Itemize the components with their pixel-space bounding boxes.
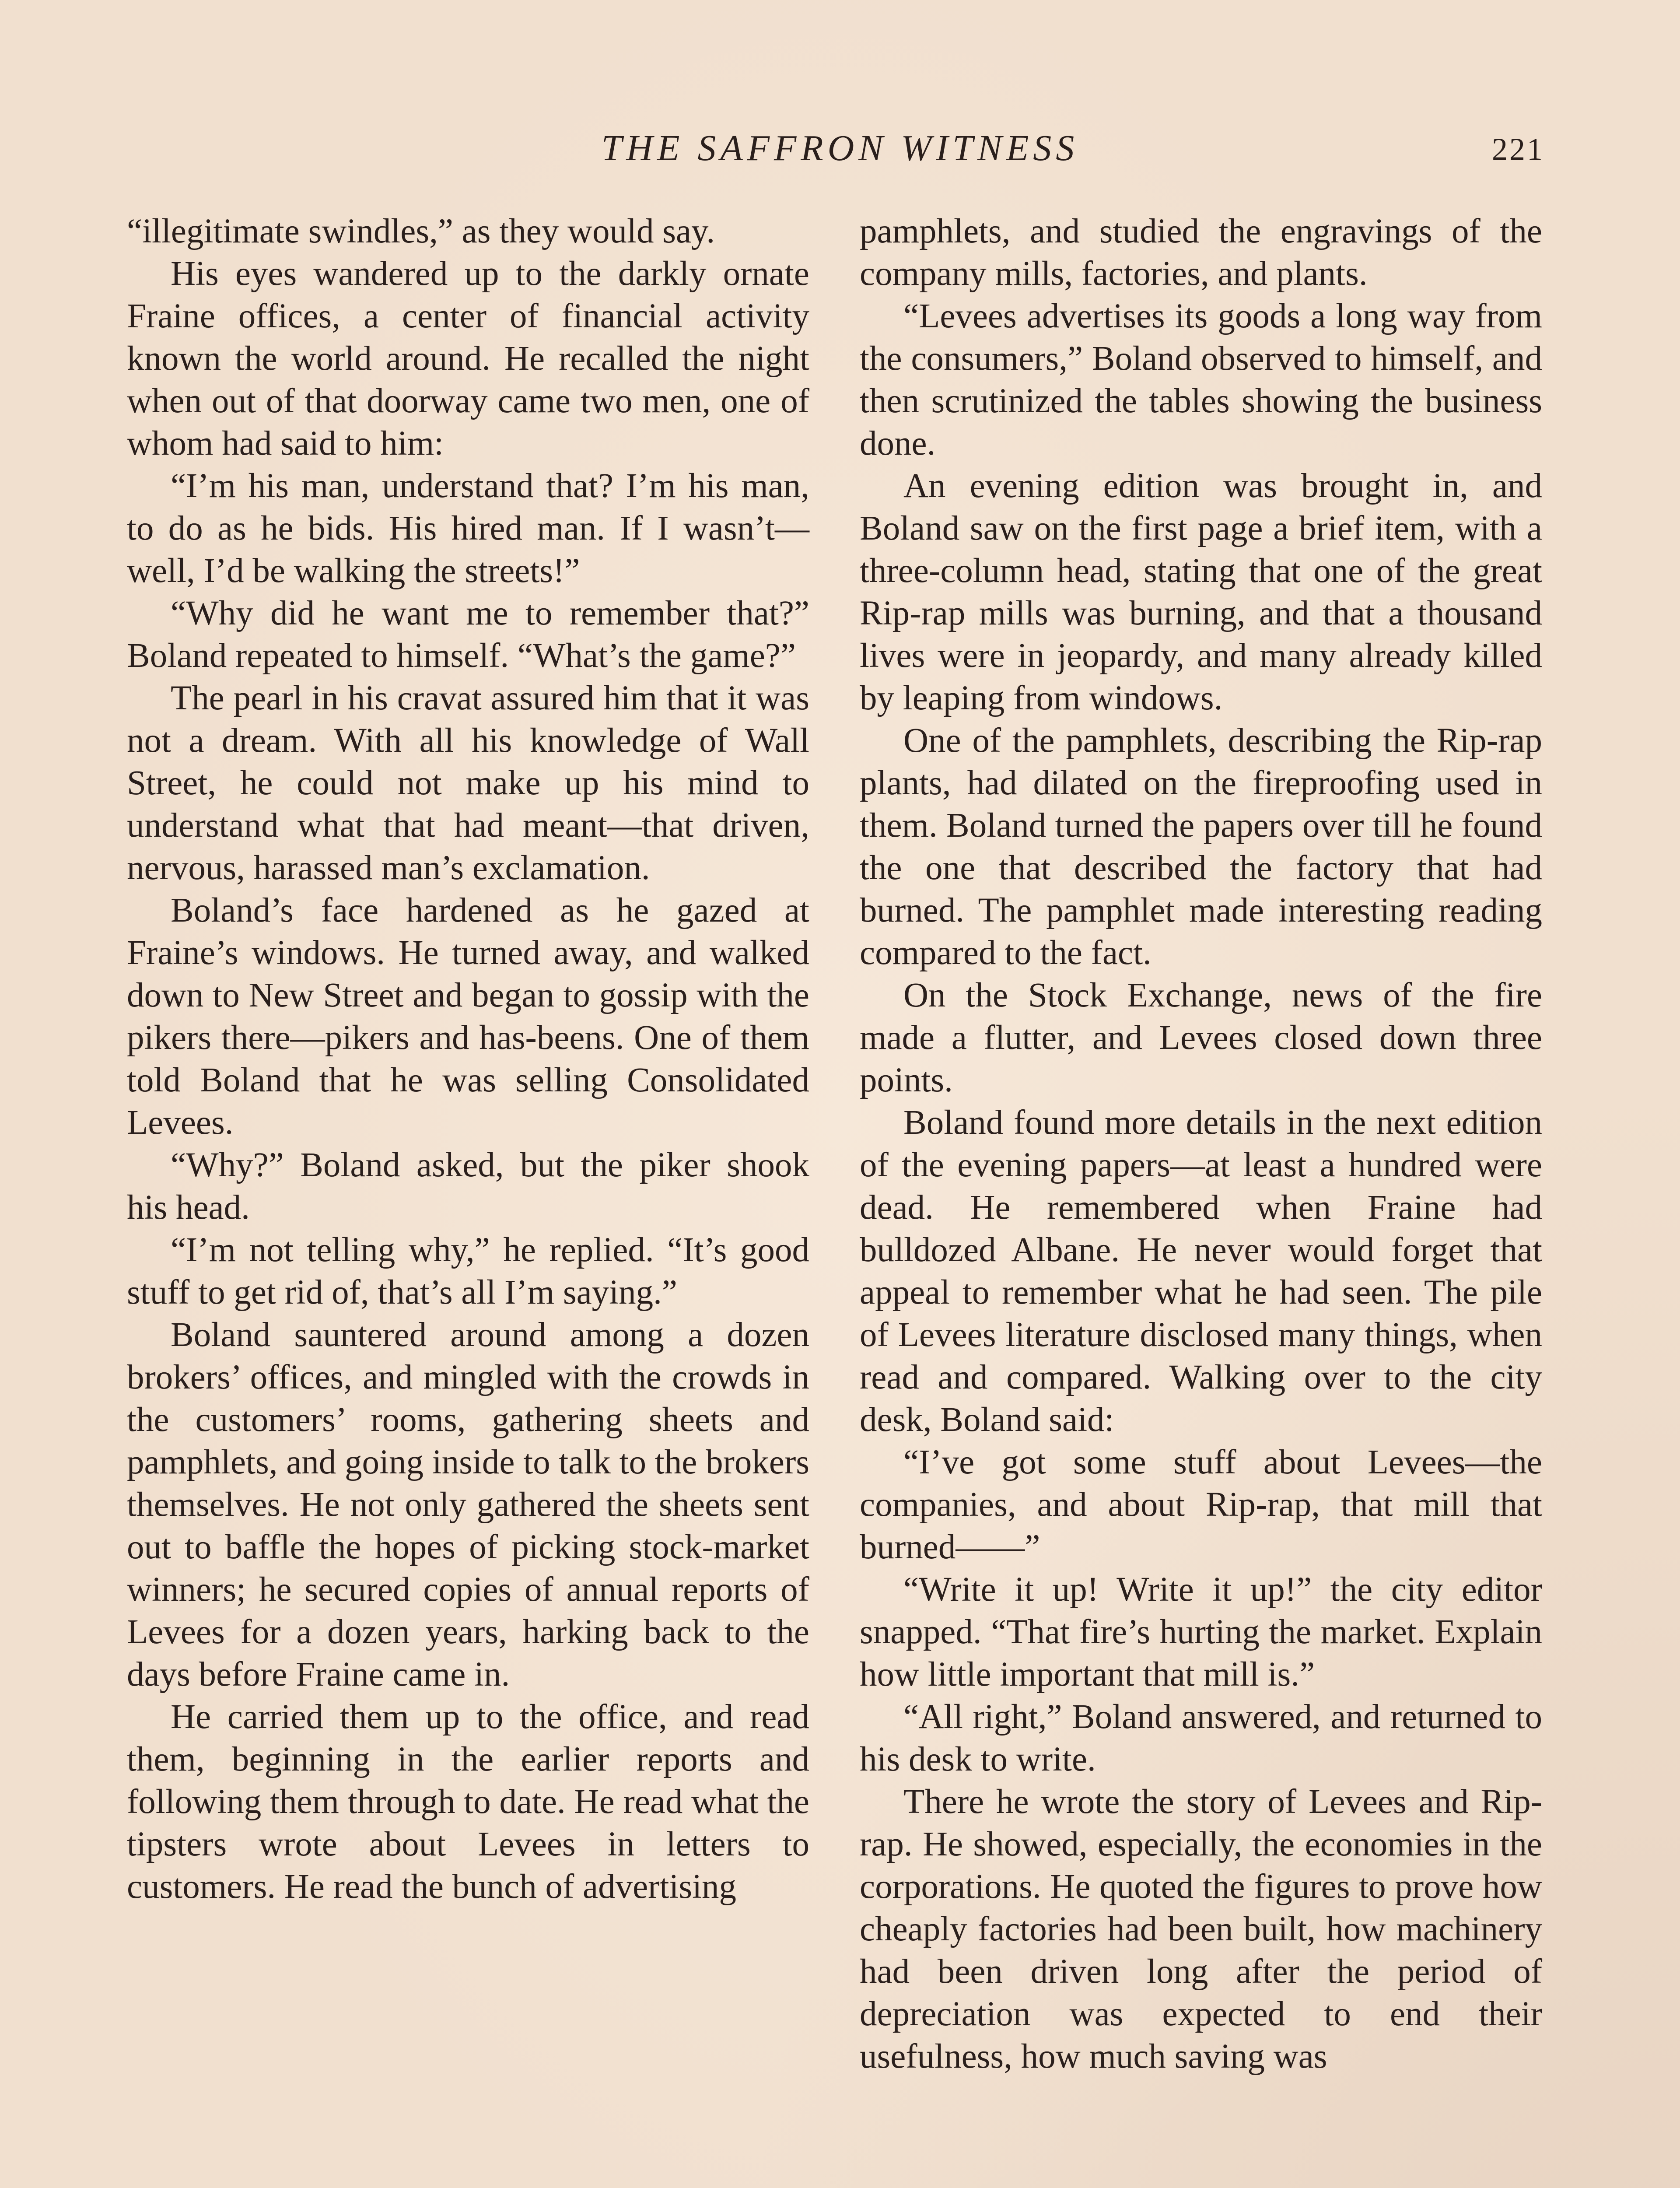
paragraph: “Why?” Boland asked, but the piker shook his head. — [127, 1146, 809, 1227]
paragraph: One of the pamphlets, describing the Rip-rap plants, had dilated on the fireproofing used in them. Boland turned the papers over till he found the one that described the factory that had burned. The pamphlet made interesting reading compared to the fact. — [860, 722, 1542, 972]
paragraph: There he wrote the story of Levees and Rip-rap. He showed, especially, the economies in the corporations. He quoted the figures to prove how cheaply factories had been built, how machinery had been driven long after the period of depreciation was expected to end their usefulness, how much saving was — [860, 1783, 1542, 2076]
paragraph: “I’m his man, understand that? I’m his man, to do as he bids. His hired man. If I wasn’t—well, I’d be walking the streets!” — [127, 467, 809, 590]
paragraph: Boland’s face hardened as he gazed at Fraine’s windows. He turned away, and walked down to New Street and began to gossip with the pikers there—pikers and has-beens. One of them told Boland that he was selling Consolidated Levees. — [127, 891, 809, 1142]
paragraph: Boland sauntered around among a dozen brokers’ offices, and mingled with the crowds in the customers’ rooms, gathering sheets and pamphlets, and going inside to talk to the brokers themselves. He not only gathered the sheets sent out to baffle the hopes of picking stock-market winners; he secured copies of annual reports of Levees for a dozen years, harking back to the days before Fraine came in. — [127, 1316, 809, 1694]
paragraph: “Why did he want me to remember that?” Boland repeated to himself. “What’s the game?” — [127, 594, 809, 675]
paragraph: “Levees advertises its goods a long way from the consumers,” Boland observed to himself, and then scrutinized the tables showing the business done. — [860, 297, 1542, 463]
paragraph: On the Stock Exchange, news of the fire made a flutter, and Levees closed down three points. — [860, 976, 1542, 1099]
paragraph: The pearl in his cravat assured him that it was not a dream. With all his knowledge of Wall Street, he could not make up his mind to understand what that had meant—that driven, nervous, harassed man’s exclamation. — [127, 679, 809, 887]
paragraph: “All right,” Boland answered, and returned to his desk to write. — [860, 1698, 1542, 1778]
paragraph: “I’m not telling why,” he replied. “It’s good stuff to get rid of, that’s all I’m saying.” — [127, 1231, 809, 1311]
paragraph: pamphlets, and studied the engravings of the company mills, factories, and plants. — [860, 212, 1542, 293]
paragraph: An evening edition was brought in, and Boland saw on the first page a brief item, with a three-column head, stating that one of the great Rip-rap mills was burning, and that a thousand lives were in jeopardy, and many already killed by leaping from windows. — [860, 467, 1542, 717]
running-header: THE SAFFRON WITNESS — [601, 128, 1079, 168]
paragraph: He carried them up to the office, and read them, beginning in the earlier reports and following them through to date. He read what the tipsters wrote about Levees in letters to customers. He read the bunch of advertising — [127, 1698, 809, 1906]
paragraph: His eyes wandered up to the darkly ornate Fraine offices, a center of financial activity known the world around. He recalled the night when out of that doorway came two men, one of whom had said to him: — [127, 255, 809, 463]
paragraph: Boland found more details in the next edition of the evening papers—at least a hundred were dead. He remembered when Fraine had bulldozed Albane. He never would forget that appeal to remember what he had seen. The pile of Levees literature disclosed many things, when read and compared. Walking over to the city desk, Boland said: — [860, 1104, 1542, 1439]
left-column — [127, 210, 809, 1908]
right-column — [860, 210, 1542, 2078]
paragraph: “I’ve got some stuff about Levees—the companies, and about Rip-rap, that mill that burned——” — [860, 1443, 1542, 1566]
paragraph: “Write it up! Write it up!” the city editor snapped. “That fire’s hurting the market. Explain how little important that mill is.” — [860, 1571, 1542, 1694]
page-number: 221 — [1492, 132, 1544, 167]
paragraph: “illegitimate swindles,” as they would say. — [127, 212, 715, 250]
